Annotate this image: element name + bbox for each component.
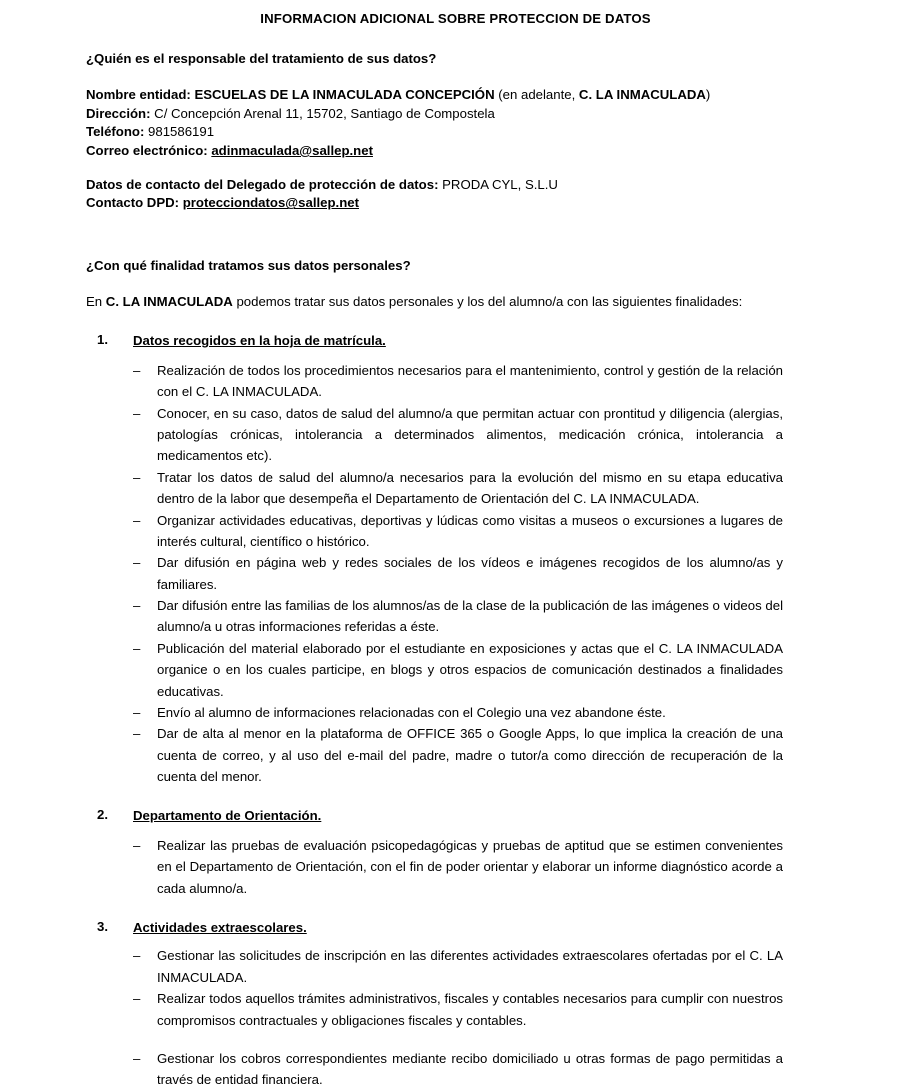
- dpd-line: [86, 176, 783, 195]
- dash-bullet-icon: –: [133, 704, 141, 720]
- entity-alias-suffix: ): [705, 86, 711, 102]
- purpose-item-1: [86, 332, 783, 787]
- phone-value: 981586191: [144, 124, 215, 140]
- purpose-item-2: [86, 807, 783, 899]
- list-item: [133, 723, 783, 787]
- entity-alias: C. LA INMACULADA: [578, 86, 706, 102]
- dash-bullet-icon: –: [133, 991, 141, 1007]
- dpd-contact-block: [86, 176, 783, 213]
- email-label: Correo electrónico:: [86, 143, 208, 159]
- list-item: [133, 360, 783, 403]
- dash-bullet-icon: –: [133, 640, 141, 656]
- list-item-text: Tratar los datos de salud del alumno/a necesarios para la evolución del mismo en su etapa educativa dentro de la labor que desempeña el Departamento de Orientación del C. LA INMACULADA.: [157, 469, 783, 507]
- dpd-contact-label: Contacto DPD:: [86, 195, 180, 211]
- document-title: INFORMACION ADICIONAL SOBRE PROTECCION DE DATOS: [260, 11, 651, 26]
- entity-alias-prefix: (en adelante,: [494, 86, 579, 102]
- address-label: Dirección:: [86, 105, 151, 121]
- dash-bullet-icon: –: [133, 726, 141, 742]
- section-heading-finalidad: ¿Con qué finalidad tratamos sus datos personales?: [86, 258, 411, 274]
- list-item: [133, 403, 783, 467]
- dpd-label: Datos de contacto del Delegado de protección de datos:: [86, 176, 439, 192]
- dash-bullet-icon: –: [133, 362, 141, 378]
- list-item-text: Realización de todos los procedimientos necesarios para el mantenimiento, control y gestión de la relación con el C. LA INMACULADA.: [157, 362, 783, 400]
- list-item-text: Gestionar las solicitudes de inscripción en las diferentes actividades extraescolares ofertadas por el C. LA INMACULADA.: [157, 948, 783, 985]
- list-item-text: Envío al alumno de informaciones relacionadas con el Colegio una vez abandone éste.: [157, 704, 666, 720]
- list-item: [133, 835, 783, 899]
- dpd-contact-line: [86, 194, 783, 213]
- email-link[interactable]: adinmaculada@sallep.net: [211, 143, 373, 159]
- list-item-text: Conocer, en su caso, datos de salud del alumno/a que permitan actuar con prontitud y diligencia (alergias, patologías crónicas, intolerancia a determinados alimentos, medicación crónica, intolerancia a medicamentos etc).: [157, 405, 783, 464]
- dash-bullet-icon: –: [133, 469, 141, 485]
- purpose-item-3: [86, 919, 783, 1091]
- purpose-item-3-number: 3.: [97, 919, 108, 934]
- purpose-list: [86, 332, 783, 1090]
- entity-name-label: Nombre entidad:: [86, 86, 191, 102]
- list-item: [133, 595, 783, 638]
- phone-line: [86, 123, 783, 142]
- purpose-item-2-number: 2.: [97, 807, 108, 823]
- purpose-intro-post: podemos tratar sus datos personales y los del alumno/a con las siguientes finalidades:: [232, 294, 743, 310]
- document-body: [86, 0, 783, 1091]
- responsible-contact-block: [86, 86, 783, 161]
- purpose-item-1-number: 1.: [97, 332, 108, 348]
- purpose-intro-entity: C. LA INMACULADA: [105, 294, 233, 310]
- list-item-text: Realizar todos aquellos trámites administrativos, fiscales y contables necesarios para cumplir con nuestros compromisos contractuales y obligaciones fiscales y contables.: [157, 991, 783, 1028]
- dash-bullet-icon: –: [133, 837, 141, 853]
- entity-name-value: ESCUELAS DE LA INMACULADA CONCEPCIÓN: [190, 86, 495, 102]
- phone-label: Teléfono:: [86, 124, 145, 140]
- dash-bullet-icon: –: [133, 1050, 141, 1066]
- purpose-intro-paragraph: [86, 291, 783, 312]
- list-item: [133, 638, 783, 702]
- purpose-item-2-title: Departamento de Orientación.: [133, 808, 322, 824]
- dash-bullet-icon: –: [133, 948, 141, 964]
- list-item: [133, 510, 783, 553]
- list-item-text: Organizar actividades educativas, deportivas y lúdicas como visitas a museos o excursiones a lugares de interés cultural, científico o histórico.: [157, 512, 783, 549]
- list-item-text: Dar difusión en página web y redes sociales de los vídeos e imágenes recogidos de los alumno/as y familiares.: [157, 555, 783, 592]
- purpose-item-3-bullets: [133, 945, 783, 1090]
- email-line: [86, 142, 783, 161]
- dash-bullet-icon: –: [133, 598, 141, 614]
- list-item-text: Realizar las pruebas de evaluación psicopedagógicas y pruebas de aptitud que se estimen convenientes en el Departamento de Orientación, con el fin de poder orientar y elaborar un informe diagnóstico acorde a cada alumno/a.: [157, 837, 783, 896]
- dash-bullet-icon: –: [133, 405, 141, 421]
- entity-name-line: [86, 86, 783, 105]
- purpose-item-1-title: Datos recogidos en la hoja de matrícula.: [133, 333, 386, 349]
- section-heading-responsable: ¿Quién es el responsable del tratamiento de sus datos?: [86, 51, 437, 66]
- list-item: [133, 988, 783, 1031]
- address-line: [86, 105, 783, 124]
- dash-bullet-icon: –: [133, 555, 141, 571]
- purpose-item-2-bullets: [133, 835, 783, 899]
- list-item: [133, 467, 783, 510]
- list-item-text: Dar difusión entre las familias de los alumnos/as de la clase de la publicación de las imágenes o videos del alumno/a u otras informaciones referidas a éste.: [157, 598, 783, 635]
- dash-bullet-icon: –: [133, 512, 141, 528]
- dpd-email-link[interactable]: protecciondatos@sallep.net: [182, 195, 359, 211]
- purpose-item-3-title: Actividades extraescolares.: [133, 920, 307, 935]
- list-item: [133, 702, 783, 723]
- list-item-text: Publicación del material elaborado por el estudiante en exposiciones y actas que el C. LA INMACULADA organice o en los cuales participe, en blogs y otros espacios de comunicación destinados a finalidades educativas.: [157, 640, 783, 699]
- dpd-value: PRODA CYL, S.L.U: [438, 176, 558, 192]
- purpose-item-1-bullets: [133, 360, 783, 788]
- list-item-text: Dar de alta al menor en la plataforma de OFFICE 365 o Google Apps, lo que implica la creación de una cuenta de correo, y al uso del e-mail del padre, madre o tutor/a como dirección de recuperación de la cuenta del menor.: [157, 726, 783, 785]
- list-item: [133, 552, 783, 595]
- purpose-intro-pre: En: [86, 294, 106, 310]
- list-item-text: Gestionar los cobros correspondientes mediante recibo domiciliado u otras formas de pago permitidas a través de entidad financiera.: [157, 1050, 783, 1088]
- list-item: [133, 1048, 783, 1091]
- list-item: [133, 945, 783, 988]
- address-value: C/ Concepción Arenal 11, 15702, Santiago de Compostela: [150, 105, 495, 121]
